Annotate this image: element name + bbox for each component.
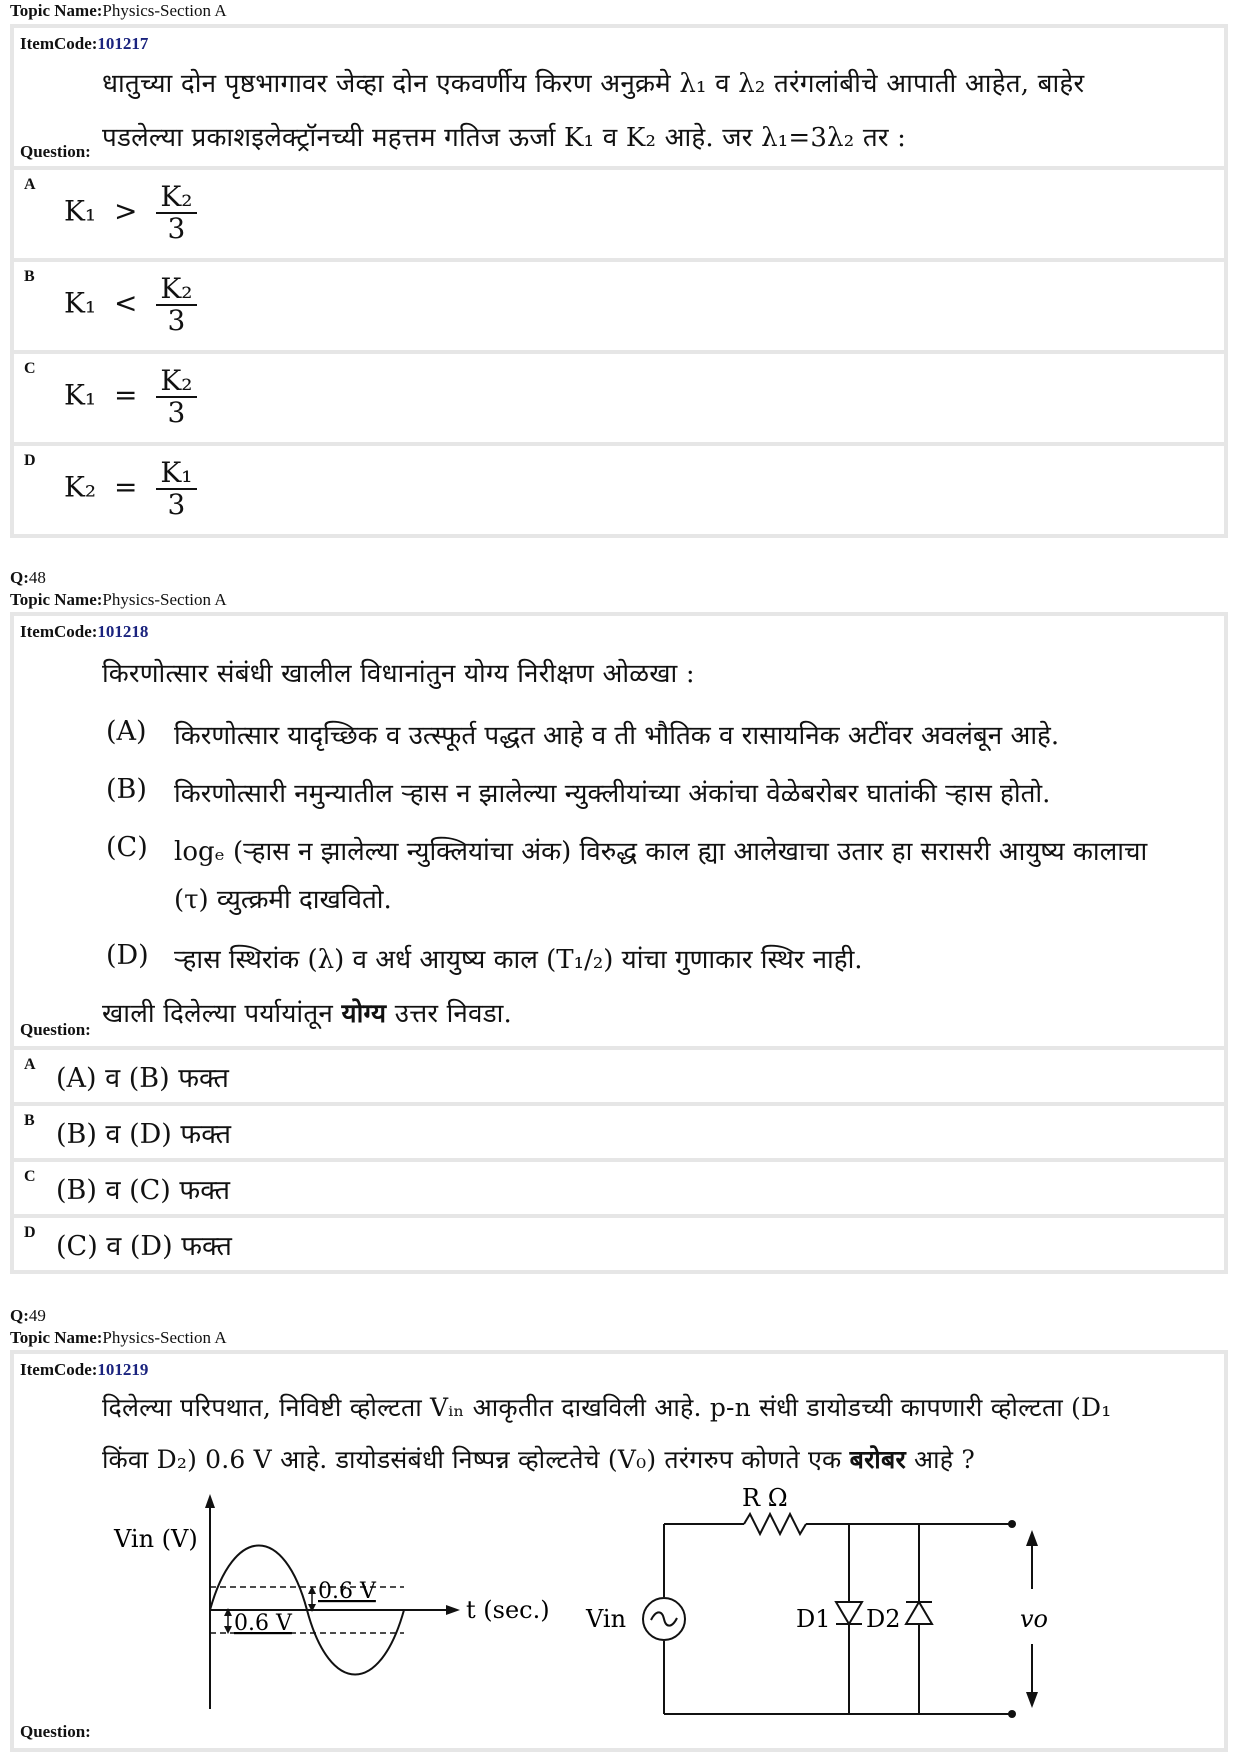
question-number: Q:48 [10, 568, 46, 587]
question-line-1: धातुच्या दोन पृष्ठभागावर जेव्हा दोन एकवर्णीय किरण अनुक्रमे λ₁ व λ₂ तरंगलांबीचे आपाती आहेत, बाहेर [102, 69, 1085, 99]
option-A[interactable]: A K₁ > $\frac{\text{K₂}}{3}$ [10, 170, 1228, 262]
output-terminal-top [1008, 1520, 1016, 1528]
resistor-label: R Ω [742, 1484, 788, 1512]
option-expression: K₁ = $\frac{\text{K₂}}{3}$ [64, 366, 197, 428]
d1-label: D1 [796, 1605, 831, 1633]
lower-level-label: 0.6 V [234, 1611, 292, 1636]
input-waveform-graph [94, 1484, 574, 1714]
topic-line: Topic Name:Physics-Section A [10, 590, 227, 609]
option-text: (B) व (C) फक्त [56, 1175, 231, 1206]
itemcode: ItemCode:101217 [20, 34, 149, 53]
question-intro: किरणोत्सार संबंधी खालील विधानांतुन योग्य निरीक्षण ओळखा : [102, 659, 695, 689]
statement-label: (D) [106, 940, 149, 971]
closing-line: खाली दिलेल्या पर्यायांतून योग्य उत्तर निवडा. [102, 999, 513, 1029]
question-line-2: पडलेल्या प्रकाशइलेक्ट्रॉनच्यी महत्तम गतिज ऊर्जा K₁ व K₂ आहे. जर λ₁=3λ₂ तर : [102, 123, 907, 153]
question-label: Question: [20, 1722, 91, 1741]
option-D[interactable]: D (C) व (D) फक्त [10, 1218, 1228, 1274]
option-B[interactable]: B (B) व (D) फक्त [10, 1106, 1228, 1162]
option-B[interactable]: B K₁ < $\frac{\text{K₂}}{3}$ [10, 262, 1228, 354]
output-terminal-bottom [1008, 1710, 1016, 1718]
itemcode: ItemCode:101218 [20, 622, 149, 641]
upper-level-label: 0.6 V [318, 1579, 376, 1604]
question-line-2: किंवा D₂) 0.6 V आहे. डायोडसंबंधी निष्पन्न व्होल्टतेचे (V₀) तरंगरुप कोणते एक बरोबर आहे ? [102, 1445, 976, 1474]
option-text: (B) व (D) फक्त [56, 1119, 232, 1150]
option-expression: K₁ > $\frac{\text{K₂}}{3}$ [64, 182, 197, 244]
resistor-symbol [744, 1514, 806, 1534]
statement-text: ऱ्हास स्थिरांक (λ) व अर्ध आयुष्य काल (T₁/₂) यांचा गुणाकार स्थिर नाही. [174, 945, 863, 975]
d2-label: D2 [866, 1605, 901, 1633]
option-text: (C) व (D) फक्त [56, 1231, 232, 1262]
clipper-circuit [574, 1484, 1114, 1754]
x-axis-label: t (sec.) [466, 1596, 550, 1624]
y-axis-label: Vin (V) [114, 1525, 198, 1553]
question-box-q48 [10, 612, 1228, 1050]
statement-text: किरणोत्सारी नमुन्यातील ऱ्हास न झालेल्या न्युक्लीयांच्या अंकांचा वेळेबरोबर घातांकी ऱ्हास होतो. [174, 779, 1051, 809]
option-expression: K₂ = $\frac{\text{K₁}}{3}$ [64, 458, 197, 520]
y-axis-arrow [205, 1494, 215, 1508]
question-box-q47 [10, 24, 1228, 170]
question-number: Q:49 [10, 1306, 46, 1325]
topic-line: Topic Name:Physics-Section A [10, 1, 227, 20]
option-expression: K₁ < $\frac{\text{K₂}}{3}$ [64, 274, 197, 336]
itemcode: ItemCode:101219 [20, 1360, 149, 1379]
statement-label: (B) [106, 774, 147, 805]
question-line-1: दिलेल्या परिपथात, निविष्टी व्होल्टता Vᵢₙ आकृतीत दाखविली आहे. p-n संधी डायोडच्यी कापणारी व्होल्टता (D₁ [102, 1393, 1112, 1422]
statement-text: logₑ (ऱ्हास न झालेल्या न्युक्लियांचा अंक) विरुद्ध काल ह्या आलेखाचा उतार हा सरासरी आयुष्य कालाचा [174, 837, 1148, 867]
option-D[interactable]: D K₂ = $\frac{\text{K₁}}{3}$ [10, 446, 1228, 538]
diode-d1-icon [836, 1602, 862, 1624]
diode-d2-icon [906, 1602, 932, 1624]
statement-text: किरणोत्सार यादृच्छिक व उत्स्फूर्त पद्धत आहे व ती भौतिक व रासायनिक अटींवर अवलंबून आहे. [174, 721, 1060, 751]
question-label: Question: [20, 142, 91, 161]
question-box-q49 [10, 1350, 1228, 1752]
output-label: vo [1020, 1605, 1049, 1633]
topic-line: Topic Name:Physics-Section A [10, 1328, 227, 1347]
option-C[interactable]: C (B) व (C) फक्त [10, 1162, 1228, 1218]
statement-text-cont: (τ) व्युत्क्रमी दाखवितो. [174, 885, 392, 915]
statement-label: (C) [106, 832, 148, 863]
source-label: Vin [586, 1605, 627, 1633]
option-C[interactable]: C K₁ = $\frac{\text{K₂}}{3}$ [10, 354, 1228, 446]
question-label: Question: [20, 1020, 91, 1039]
option-text: (A) व (B) फक्त [56, 1063, 229, 1094]
statement-label: (A) [106, 716, 147, 747]
option-A[interactable]: A (A) व (B) फक्त [10, 1050, 1228, 1106]
x-axis-arrow [446, 1605, 460, 1615]
